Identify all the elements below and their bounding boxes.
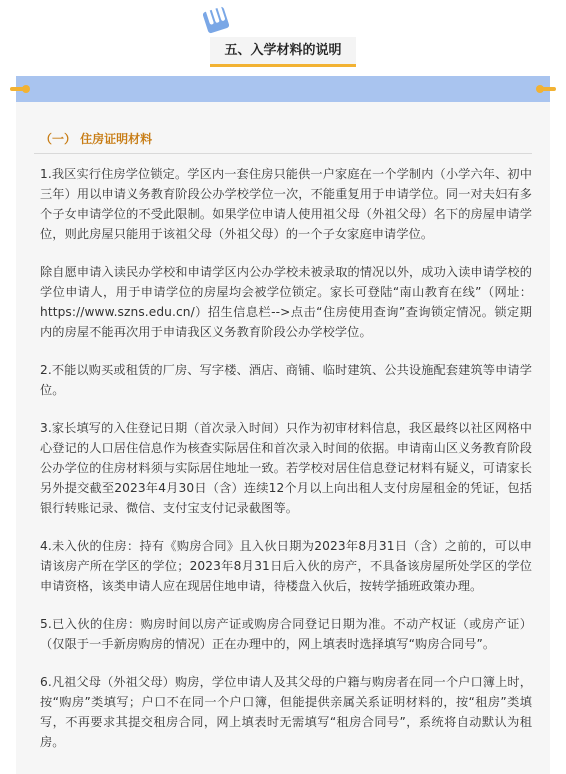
paragraph: 5.已入伙的住房：购房时间以房产证或购房合同登记日期为准。不动产权证（或房产证）（仅限于一手新房购房的情况）正在办理中的，网上填表时选择填写“购房合同号”。 [40, 617, 532, 651]
page-title: 五、入学材料的说明 [210, 37, 356, 67]
pin-right-icon [534, 84, 556, 94]
blue-banner [16, 76, 550, 102]
paragraph: 除自愿申请入读民办学校和申请学区内公办学校未被录取的情况以外，成功入读申请学校的学位申请人，用于申请学位的房屋均会被学位锁定。家长可登陆“南山教育在线”（网址：https://www.szns.edu.cn/）招生信息栏-->点击“住房使用查询”查询锁定情况。锁定期内的房屋不能再次用于申请我区义务教育阶段公办学校学位。 [40, 265, 532, 339]
paragraph: 3.家长填写的入住登记日期（首次录入时间）只作为初审材料信息，我区最终以社区网格中心登记的人口居住信息作为核查实际居住和首次录入时间的依据。申请南山区义务教育阶段公办学位的住房材料须与实际居住地址一致。若学校对居住信息登记材料有疑义，可请家长另外提交截至2023年4月30日（含）连续12个月以上向出租人支付房屋租金的凭证，包括银行转账记录、微信、支付宝支付记录截图等。 [40, 421, 532, 515]
paragraph: 2.不能以购买或租赁的厂房、写字楼、酒店、商铺、临时建筑、公共设施配套建筑等申请学位。 [40, 363, 532, 397]
content-panel [16, 102, 550, 774]
paper-clip-icon [203, 5, 229, 35]
section-heading: （一） 住房证明材料 [34, 130, 532, 154]
paragraph: 1.我区实行住房学位锁定。学区内一套住房只能供一户家庭在一个学制内（小学六年、初中三年）用以申请义务教育阶段公办学校学位一次，不能重复用于申请学位。同一对夫妇有多个子女申请学位的不受此限制。如果学位申请人使用祖父母（外祖父母）名下的房屋申请学位，则此房屋只能用于该祖父母（外祖父母）的一个子女家庭申请学位。 [40, 167, 532, 241]
paragraph: 6.凡祖父母（外祖父母）购房，学位申请人及其父母的户籍与购房者在同一个户口簿上时，按“购房”类填写；户口不在同一个户口簿，但能提供亲属关系证明材料的，按“租房”类填写，不再要求其提交租房合同，网上填表时无需填写“租房合同号”，系统将自动默认为租房。 [40, 675, 532, 749]
paragraph: 4.未入伙的住房：持有《购房合同》且入伙日期为2023年8月31日（含）之前的，可以申请该房产所在学区的学位；2023年8月31日后入伙的房产，不具备该房屋所处学区的学位申请资格，该类申请人应在现居住地申请，待楼盘入伙后，按转学插班政策办理。 [40, 539, 532, 593]
pin-left-icon [10, 84, 32, 94]
top-area [0, 0, 566, 76]
